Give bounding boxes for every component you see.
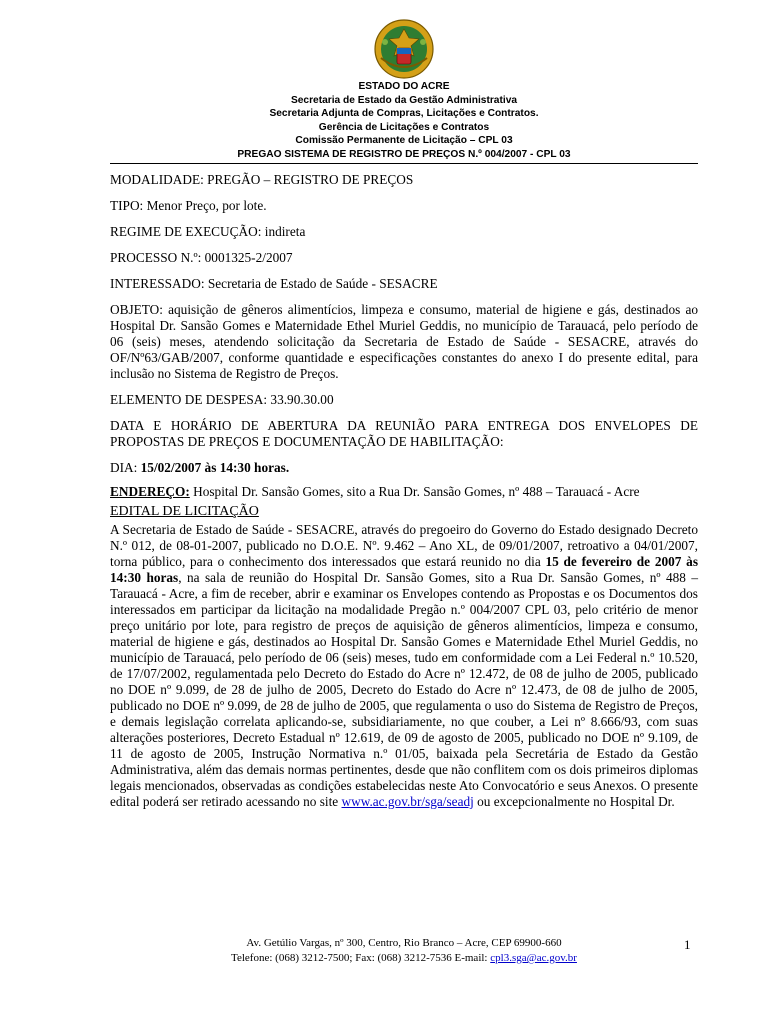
header-secretariat: Secretaria de Estado da Gestão Administrativa — [290, 94, 518, 106]
footer-phone: Telefone: (068) 3212-7500; Fax: (068) 3212-7536 E-mail: — [231, 952, 491, 964]
footer-address: Av. Getúlio Vargas, nº 300, Centro, Rio Branco – Acre, CEP 69900-660 — [246, 937, 562, 949]
interessado-field: INTERESSADO: Secretaria de Estado de Saúde - SESACRE — [110, 276, 438, 291]
edital-text-2: , na sala de reunião do Hospital Dr. Sansão Gomes, sito a Rua Dr. Sansão Gomes, nº 488 – Tarauacá - Acre, a fim de receber, abrir e examinar os Envelopes contendo as Propostas e os Documentos dos interessados em participar da licitação na modalidade Pregão n.º 004/2007 CPL 03, pelo critério de menor preço unitário por lote, para registro de preços de aquisição de gêneros alimentícios, limpeza e consumo, material de higiene e gás, destinados ao Hospital Dr. Sansão Gomes e Maternidade Ethel Muriel Geddis, no município de Tarauacá, pelo período de 06 (seis) meses, tudo em conformidade com a Lei Federal n.º 10.520, de 17/07/2002, regulamentada pelo Decreto do Estado do Acre nº 12.472, de 08 de julho de 2005, publicado no DOE nº 9.099, de 28 de julho de 2005, Decreto do Estado do Acre nº 12.473, de 08 de julho de 2005, publicado no DOE nº 9.099, de 28 de julho de 2005, que regulamenta o uso do Sistema de Registro de Preços, e demais legislação correlata aplicando-se, subsidiariamente, no que couber, a Lei nº 8.666/93, com suas alterações posteriores, Decreto Estadual nº 12.619, de 09 de agosto de 2005, publicado no DOE nº 9.109, de 11 de agosto de 2005, Instrução Normativa n.º 01/05, baixada pela Secretária de Estado da Gestão Administrativa, além das demais normas pertinentes, desde que não conflitem com os dois primeiros diplomas legais mencionados, observadas as condições estabelecidas neste Ato Convocatório e seus Anexos. O presente edital poderá ser retirado acessando no site — [110, 570, 698, 809]
elemento-field: ELEMENTO DE DESPESA: 33.90.30.00 — [110, 392, 334, 407]
tipo-field: TIPO: Menor Preço, por lote. — [110, 198, 267, 213]
document-header — [110, 80, 698, 162]
data-horario-field: DATA E HORÁRIO DE ABERTURA DA REUNIÃO PARA ENTREGA DOS ENVELOPES DE PROPOSTAS DE PREÇOS E DOCUMENTAÇÃO DE HABILITAÇÃO: — [110, 418, 698, 449]
endereco-label: ENDEREÇO: — [110, 484, 190, 499]
edital-title: EDITAL DE LICITAÇÃO — [110, 504, 259, 519]
header-pregao: PREGAO SISTEMA DE REGISTRO DE PREÇOS N.º 004/2007 - CPL 03 — [237, 148, 571, 160]
dia-field — [110, 460, 698, 476]
dia-value: 15/02/2007 às 14:30 horas. — [140, 460, 290, 475]
edital-text-1: A Secretaria de Estado de Saúde - SESACRE, através do pregoeiro do Governo do Estado designado Decreto N.º 012, de 08-01-2007, publicado no D.O.E. Nº. 9.462 – Ano XL, de 09/01/2007, retroativo a 04/01/2007, torna público, para o conhecimento dos interessados que estará reunido no dia — [110, 522, 698, 569]
header-divider — [110, 163, 698, 164]
edital-paragraph — [110, 522, 698, 810]
header-commission: Comissão Permanente de Licitação – CPL 03 — [295, 135, 513, 147]
header-management: Gerência de Licitações e Contratos — [318, 121, 490, 133]
edital-text-3: ou excepcionalmente no Hospital Dr. — [473, 794, 675, 809]
regime-field: REGIME DE EXECUÇÃO: indireta — [110, 224, 306, 239]
endereco-field — [110, 484, 698, 500]
document-footer — [110, 936, 698, 966]
page-number: 1 — [684, 937, 691, 952]
header-state: ESTADO DO ACRE — [358, 81, 450, 92]
footer-contact — [110, 951, 698, 966]
footer-email-link[interactable]: cpl3.sga@ac.gov.br — [490, 952, 577, 964]
dia-label: DIA: — [110, 460, 141, 475]
edital-site-link[interactable]: www.ac.gov.br/sga/seadj — [341, 794, 474, 809]
header-adjunct: Secretaria Adjunta de Compras, Licitações e Contratos. — [269, 108, 539, 120]
modalidade-field: MODALIDADE: PREGÃO – REGISTRO DE PREÇOS — [110, 172, 414, 187]
edital-date-bold: 15 de fevereiro de 2007 às 14:30 horas — [110, 554, 698, 585]
processo-field: PROCESSO N.º: 0001325-2/2007 — [110, 250, 293, 265]
state-coat-of-arms-icon — [373, 18, 435, 80]
document-body — [110, 172, 698, 810]
endereco-value: Hospital Dr. Sansão Gomes, sito a Rua Dr. Sansão Gomes, nº 488 – Tarauacá - Acre — [189, 484, 640, 499]
objeto-field: OBJETO: aquisição de gêneros alimentícios, limpeza e consumo, material de higiene e gás, destinados ao Hospital Dr. Sansão Gomes e Maternidade Ethel Muriel Geddis, no município de Tarauacá, pelo período de 06 (seis) meses, atendendo solicitação da Secretaria de Estado de Saúde - SESACRE, através do OF/Nº63/GAB/2007, conforme quantidade e especificações constantes do anexo I do presente edital, para inclusão no Sistema de Registro de Preços. — [110, 302, 698, 381]
